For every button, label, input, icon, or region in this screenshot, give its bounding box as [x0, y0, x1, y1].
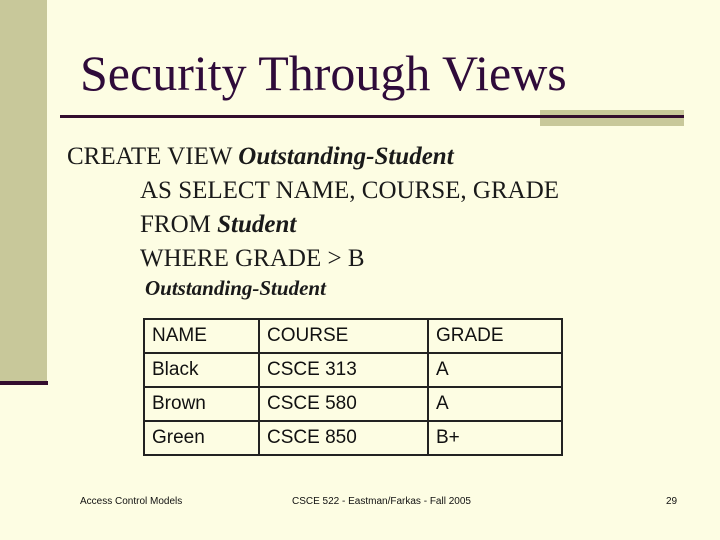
title-rule-accent-line	[540, 115, 684, 118]
cell-grade: A	[428, 353, 562, 387]
footer-topic: Access Control Models	[80, 496, 183, 507]
cell-name: Green	[144, 421, 259, 455]
view-result-table	[143, 318, 563, 456]
table-row	[144, 387, 562, 421]
column-header-name: NAME	[144, 319, 259, 353]
view-table-caption: Outstanding-Student	[145, 276, 326, 300]
table-header-row	[144, 319, 562, 353]
cell-name: Black	[144, 353, 259, 387]
sql-table-name: Student	[217, 211, 297, 238]
sql-line-select: AS SELECT NAME, COURSE, GRADE	[140, 177, 560, 204]
sql-view-name: Outstanding-Student	[238, 143, 454, 170]
cell-name: Brown	[144, 387, 259, 421]
cell-course: CSCE 850	[259, 421, 428, 455]
cell-grade: B+	[428, 421, 562, 455]
slide-number: 29	[666, 496, 678, 507]
sql-line-create	[67, 140, 559, 174]
cell-grade: A	[428, 387, 562, 421]
sql-create-keyword: CREATE VIEW	[67, 143, 239, 170]
cell-course: CSCE 313	[259, 353, 428, 387]
column-header-course: COURSE	[259, 319, 428, 353]
slide-title: Security Through Views	[80, 45, 567, 101]
column-header-grade: GRADE	[428, 319, 562, 353]
side-accent-bar	[0, 0, 47, 385]
table-row	[144, 421, 562, 455]
sql-statement	[67, 140, 559, 276]
table-row	[144, 353, 562, 387]
sql-line-where: WHERE GRADE > B	[140, 245, 365, 272]
sql-line-from	[67, 208, 559, 242]
title-rule-accent	[540, 110, 684, 126]
footer-course: CSCE 522 - Eastman/Farkas - Fall 2005	[292, 496, 471, 507]
sql-from-keyword: FROM	[140, 211, 218, 238]
side-accent-bar-base	[0, 381, 48, 385]
cell-course: CSCE 580	[259, 387, 428, 421]
